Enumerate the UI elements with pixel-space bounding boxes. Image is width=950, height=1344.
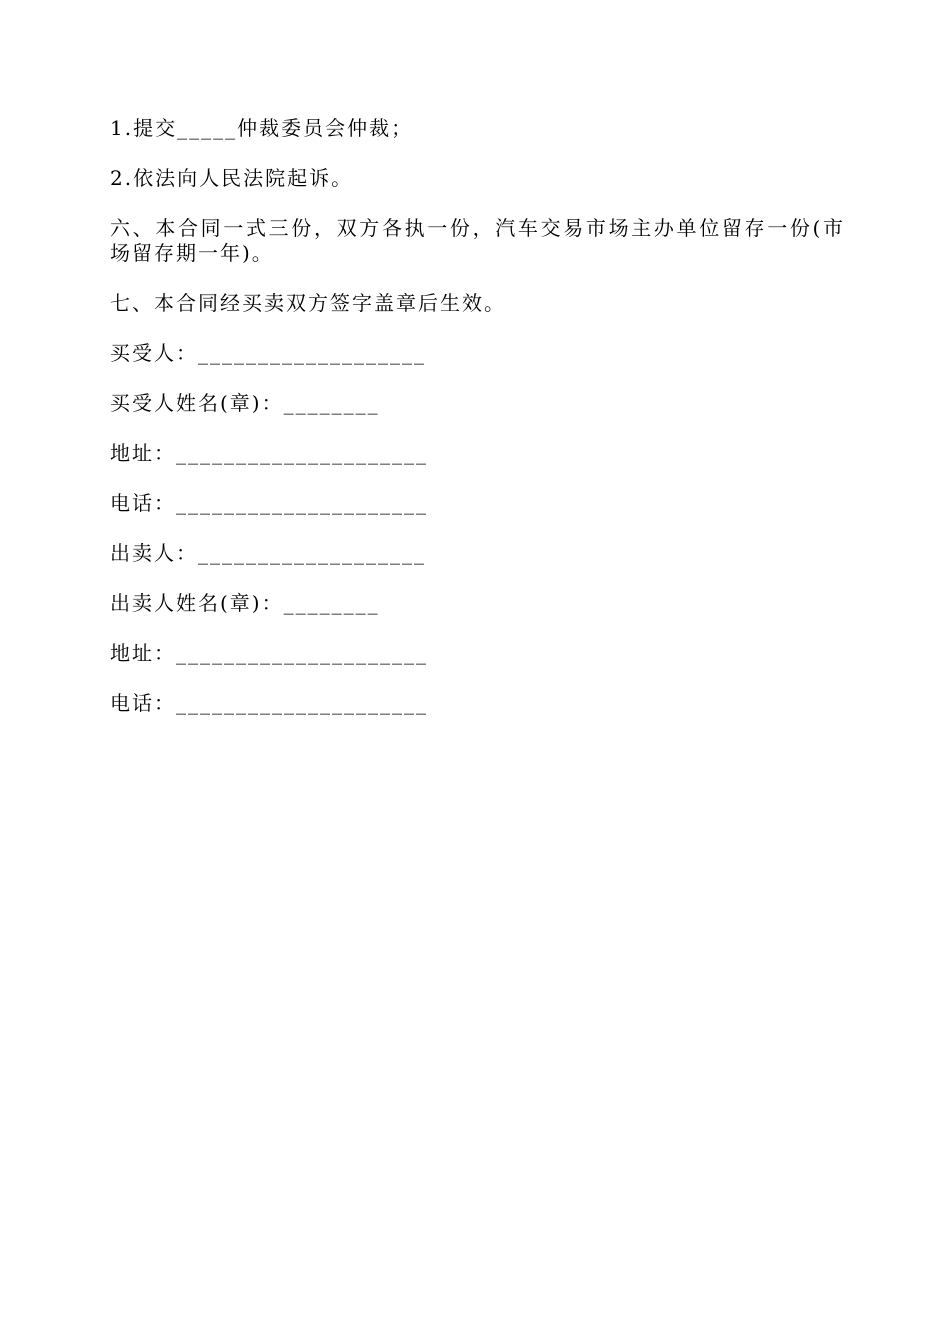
clause-seven: 七、本合同经买卖双方签字盖章后生效。 <box>110 291 506 315</box>
buyer-name-seal-line: 买受人姓名(章)：________ <box>110 391 380 415</box>
document-page <box>110 116 845 741</box>
arbitration-option-2: 2.依法向人民法院起诉。 <box>110 166 354 190</box>
buyer-signature-line: 买受人：___________________ <box>110 341 426 365</box>
buyer-phone-line: 电话：_____________________ <box>110 491 428 515</box>
seller-name-seal-line: 出卖人姓名(章)：________ <box>110 591 380 615</box>
clause-six: 六、本合同一式三份，双方各执一份，汽车交易市场主办单位留存一份(市场留存期一年)。 <box>110 216 845 265</box>
arbitration-option-1: 1.提交_____仲裁委员会仲裁； <box>110 116 414 140</box>
seller-address-line: 地址：_____________________ <box>110 641 428 665</box>
seller-phone-line: 电话：_____________________ <box>110 691 428 715</box>
buyer-address-line: 地址：_____________________ <box>110 441 428 465</box>
seller-signature-line: 出卖人：___________________ <box>110 541 426 565</box>
